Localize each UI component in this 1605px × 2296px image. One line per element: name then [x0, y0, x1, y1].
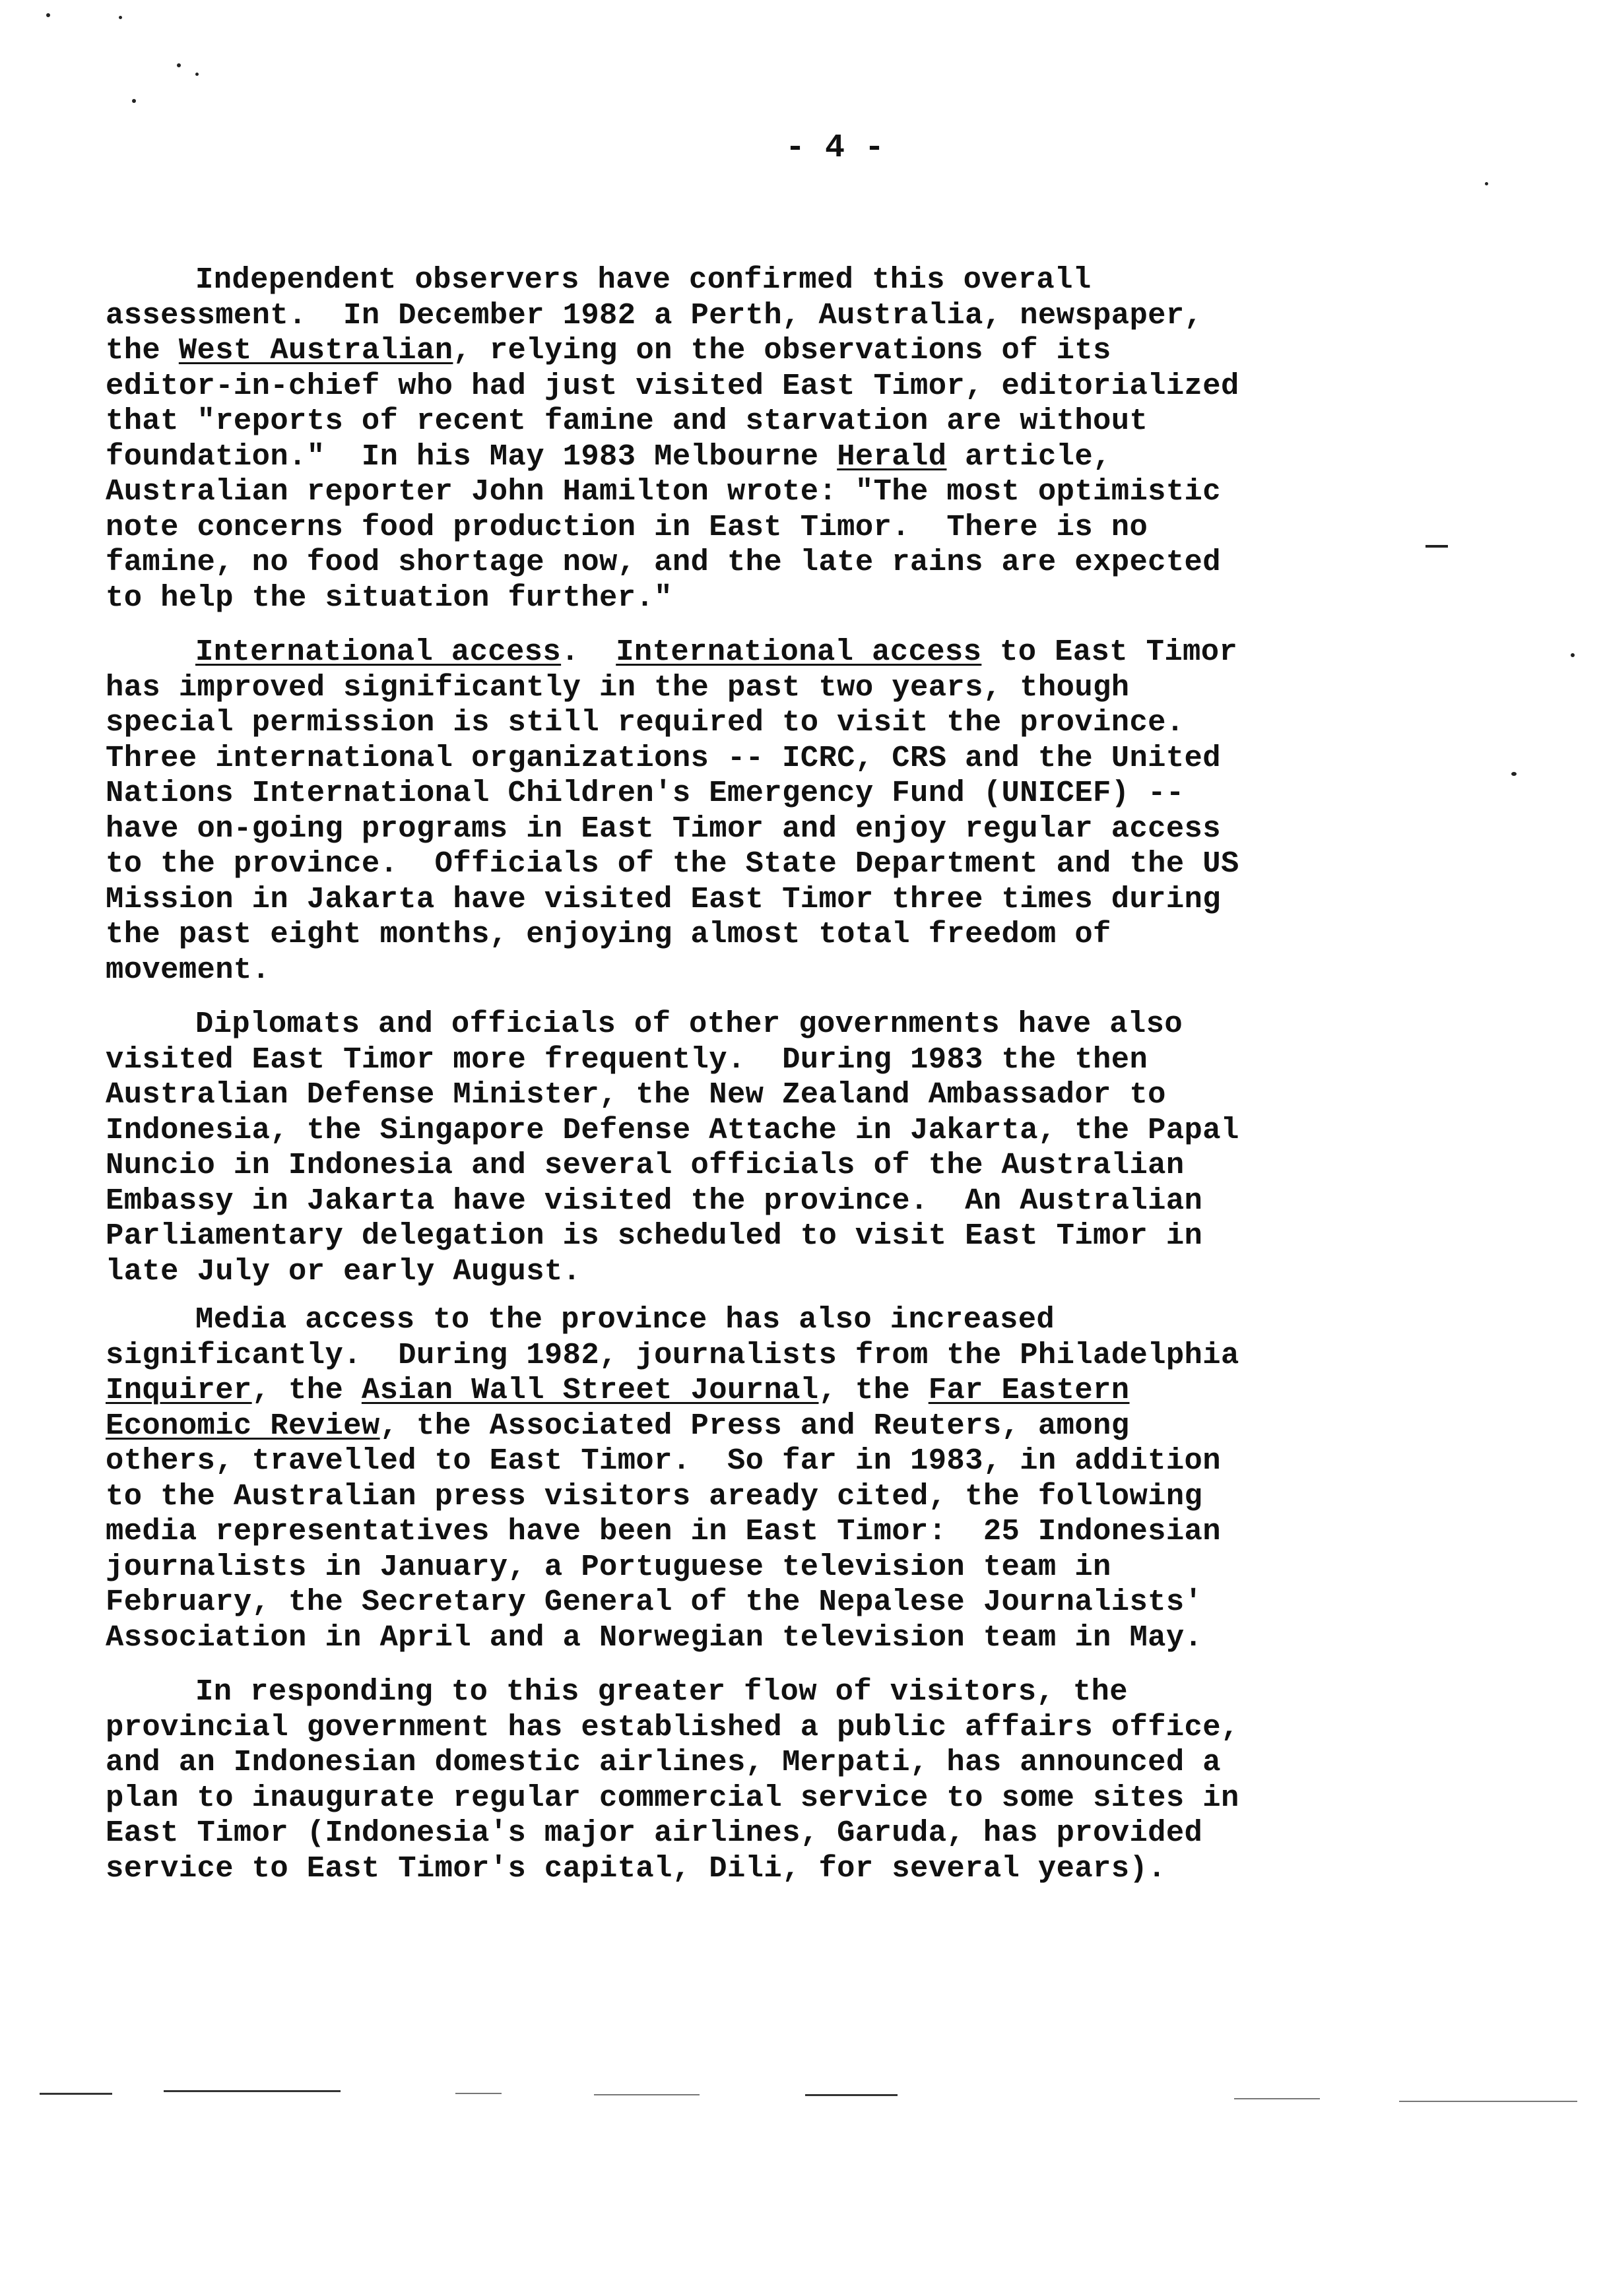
scan-speck — [46, 13, 50, 17]
underlined-title: Inquirer — [106, 1373, 252, 1407]
text-line: Australian reporter John Hamilton wrote: "The most optimistic — [106, 474, 1221, 509]
scan-speck — [119, 16, 122, 19]
paragraph-diplomats — [106, 1007, 1425, 1289]
text-line: Media access to the province has also increased — [195, 1302, 1055, 1337]
underlined-title: International access — [616, 635, 982, 669]
text-line: journalists in January, a Portuguese television team in — [106, 1549, 1111, 1584]
text-line: Embassy in Jakarta have visited the province. An Australian — [106, 1183, 1203, 1218]
paragraph-international-access — [106, 635, 1425, 988]
text-line: Nations International Children's Emergency Fund (UNICEF) -- — [106, 776, 1185, 810]
text-line: significantly. During 1982, journalists from the Philadelphia — [106, 1337, 1239, 1372]
scan-speck — [177, 63, 181, 67]
page-number: - 4 - — [785, 129, 885, 167]
text-line: Economic Review, the Associated Press and Reuters, among — [106, 1408, 1130, 1443]
text-line: service to East Timor's capital, Dili, for several years). — [106, 1851, 1166, 1886]
text-line: Mission in Jakarta have visited East Timor three times during — [106, 881, 1221, 916]
text-line: the West Australian, relying on the observations of its — [106, 333, 1111, 367]
text-line: to the province. Officials of the State Department and the US — [106, 846, 1239, 881]
scan-speck — [1511, 772, 1517, 776]
text-line: Inquirer, the Asian Wall Street Journal, the Far Eastern — [106, 1373, 1130, 1407]
text-line: late July or early August. — [106, 1254, 581, 1289]
text-line: editor-in-chief who had just visited East Timor, editorialized — [106, 368, 1239, 403]
text-line: special permission is still required to visit the province. — [106, 705, 1185, 740]
paragraph-observers — [106, 263, 1425, 616]
text-line: and an Indonesian domestic airlines, Merpati, has announced a — [106, 1745, 1221, 1779]
scan-rule — [164, 2090, 341, 2092]
paragraph-media-access — [106, 1302, 1425, 1655]
scan-speck — [132, 99, 136, 103]
text-line: East Timor (Indonesia's major airlines, Garuda, has provided — [106, 1816, 1203, 1850]
text-line: International access. International access to East Timor — [195, 635, 1238, 669]
scan-rule — [1234, 2098, 1320, 2099]
text-line: to help the situation further." — [106, 580, 672, 615]
margin-mark — [1425, 545, 1448, 548]
text-line: famine, no food shortage now, and the late rains are expected — [106, 545, 1221, 579]
underlined-title: International access — [195, 635, 562, 669]
text-line: media representatives have been in East Timor: 25 Indonesian — [106, 1514, 1221, 1548]
text-line: February, the Secretary General of the Nepalese Journalists' — [106, 1585, 1203, 1619]
text-line: Parliamentary delegation is scheduled to visit East Timor in — [106, 1219, 1203, 1253]
text-line: others, travelled to East Timor. So far in 1983, in addition — [106, 1444, 1221, 1478]
text-line: to the Australian press visitors aready cited, the following — [106, 1479, 1203, 1514]
text-line: has improved significantly in the past two years, though — [106, 670, 1130, 705]
text-line: movement. — [106, 952, 271, 987]
scan-rule — [594, 2094, 700, 2095]
scan-rule — [455, 2093, 502, 2094]
scan-rule — [40, 2093, 112, 2095]
text-line: In responding to this greater flow of visitors, the — [195, 1674, 1128, 1709]
text-line: foundation." In his May 1983 Melbourne Herald article, — [106, 439, 1111, 474]
paragraph-provincial-response — [106, 1674, 1425, 1886]
scan-speck — [1485, 182, 1488, 185]
text-line: assessment. In December 1982 a Perth, Australia, newspaper, — [106, 298, 1203, 333]
scan-speck — [1571, 653, 1575, 657]
text-line: Nuncio in Indonesia and several officials of the Australian — [106, 1148, 1185, 1182]
underlined-title: Asian Wall Street Journal — [361, 1373, 819, 1407]
text-line: Independent observers have confirmed this overall — [195, 263, 1092, 297]
scan-speck — [195, 73, 199, 76]
text-line: Indonesia, the Singapore Defense Attache in Jakarta, the Papal — [106, 1112, 1239, 1147]
text-line: Association in April and a Norwegian television team in May. — [106, 1620, 1203, 1655]
text-line: Australian Defense Minister, the New Zealand Ambassador to — [106, 1077, 1166, 1112]
underlined-title: Economic Review — [106, 1408, 380, 1443]
text-line: the past eight months, enjoying almost total freedom of — [106, 917, 1111, 951]
underlined-title: West Australian — [178, 333, 453, 367]
text-line: have on-going programs in East Timor and enjoy regular access — [106, 811, 1221, 846]
underlined-title: Far Eastern — [928, 1373, 1130, 1407]
text-line: Diplomats and officials of other governments have also — [195, 1007, 1183, 1041]
scan-rule — [1399, 2101, 1577, 2102]
text-line: visited East Timor more frequently. During 1983 the then — [106, 1042, 1148, 1077]
underlined-title: Herald — [837, 439, 947, 474]
text-line: plan to inaugurate regular commercial service to some sites in — [106, 1780, 1239, 1815]
text-line: that "reports of recent famine and starvation are without — [106, 404, 1148, 438]
text-line: Three international organizations -- ICRC, CRS and the United — [106, 740, 1221, 775]
text-line: provincial government has established a public affairs office, — [106, 1709, 1239, 1744]
text-line: note concerns food production in East Timor. There is no — [106, 509, 1148, 544]
scan-rule — [805, 2094, 898, 2096]
